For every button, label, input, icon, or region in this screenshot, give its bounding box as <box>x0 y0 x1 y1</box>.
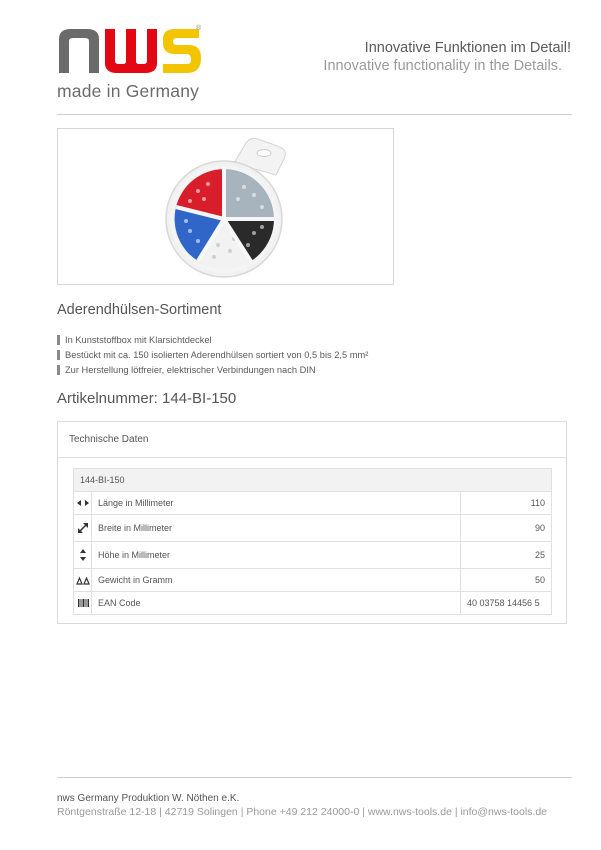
article-number: Artikelnummer: 144-BI-150 <box>57 390 237 407</box>
spec-label: EAN Code <box>92 592 461 615</box>
spec-value: 90 <box>461 515 552 542</box>
header-divider <box>57 114 572 115</box>
width-arrows-icon <box>76 521 90 535</box>
bullet-bar-icon <box>57 335 60 345</box>
table-row <box>74 515 552 542</box>
tagline-english: Innovative functionality in the Details. <box>323 58 562 74</box>
spec-label: Höhe in Millimeter <box>92 542 461 569</box>
product-title: Aderendhülsen-Sortiment <box>57 302 222 318</box>
length-arrows-icon <box>76 496 90 510</box>
table-row <box>74 492 552 515</box>
table-row <box>74 542 552 569</box>
bullet-bar-icon <box>57 350 60 360</box>
barcode-icon <box>76 596 90 610</box>
spec-value: 50 <box>461 569 552 592</box>
footer-divider <box>57 777 572 778</box>
spec-value: 25 <box>461 542 552 569</box>
footer-company: nws Germany Produktion W. Nöthen e.K. <box>57 793 240 804</box>
spec-label: Gewicht in Gramm <box>92 569 461 592</box>
footer-address: Röntgenstraße 12-18 | 42719 Solingen | Phone +49 212 24000-0 | www.nws-tools.de | info@nws-tools.de <box>57 806 547 818</box>
table-row <box>74 569 552 592</box>
spec-table <box>73 468 552 615</box>
made-in-germany: made in Germany <box>57 81 200 101</box>
spec-value: 110 <box>461 492 552 515</box>
feature-text: Zur Herstellung lötfreier, elektrischer Verbindungen nach DIN <box>65 365 316 375</box>
nws-logo-wordmark <box>57 25 207 75</box>
feature-item <box>57 363 368 377</box>
spec-table-header-cell: 144-BI-150 <box>74 469 552 492</box>
height-arrows-icon <box>76 548 90 562</box>
tagline-german: Innovative Funktionen im Detail! <box>364 40 571 56</box>
product-image-frame <box>57 128 394 285</box>
tech-data-panel <box>57 421 567 624</box>
weight-icon <box>76 573 90 587</box>
feature-list <box>57 333 368 378</box>
spec-value: 40 03758 14456 5 <box>461 592 552 615</box>
assortment-box-icon <box>58 129 395 286</box>
tech-data-header <box>58 422 566 458</box>
nws-logo <box>57 25 207 103</box>
feature-item <box>57 333 368 347</box>
spec-table-header <box>74 469 552 492</box>
feature-text: Bestückt mit ca. 150 isolierten Aderendhülsen sortiert von 0,5 bis 2,5 mm² <box>65 350 369 360</box>
table-row <box>74 592 552 615</box>
registered-mark: ® <box>196 25 202 32</box>
bullet-bar-icon <box>57 365 60 375</box>
feature-text: In Kunststoffbox mit Klarsichtdeckel <box>65 335 212 345</box>
spec-label: Breite in Millimeter <box>92 515 461 542</box>
spec-label: Länge in Millimeter <box>92 492 461 515</box>
feature-item <box>57 348 368 362</box>
tech-data-title: Technische Daten <box>69 434 149 445</box>
